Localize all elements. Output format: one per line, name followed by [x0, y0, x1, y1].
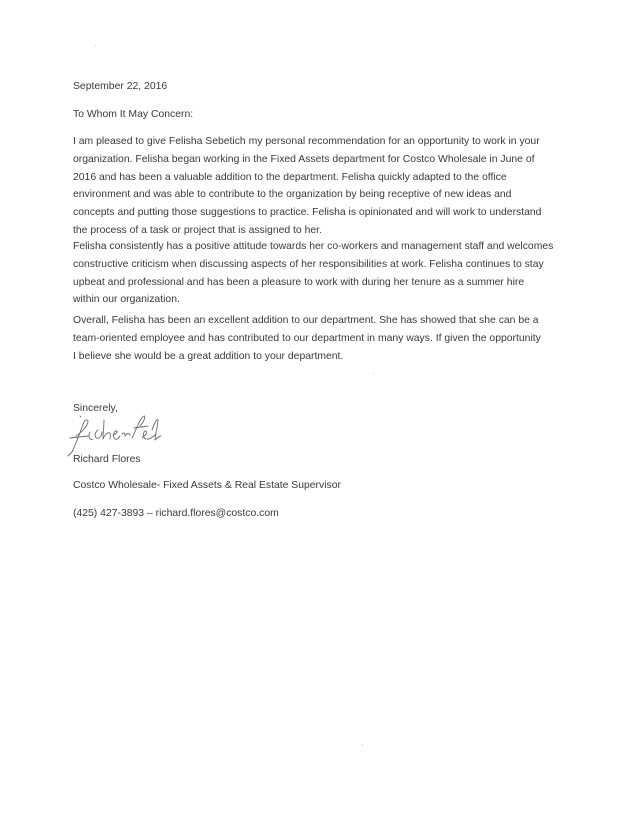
letter-date: September 22, 2016: [73, 81, 168, 92]
paragraph-1-line: the process of a task or project that is assigned to her.: [73, 224, 322, 236]
paragraph-3-line: I believe she would be a great addition to your department.: [73, 350, 344, 362]
contact-info: (425) 427-3893 – richard.flores@costco.com: [73, 508, 279, 519]
scan-speck: [373, 373, 374, 374]
salutation: To Whom It May Concern:: [73, 109, 194, 120]
paragraph-2-line: Felisha consistently has a positive attitude towards her co-workers and management staff and welcomes: [73, 241, 554, 252]
scan-speck: [362, 744, 363, 745]
paragraph-1: [73, 133, 573, 240]
paragraph-2-line: within our organization.: [73, 294, 180, 306]
closing: Sincerely,: [73, 403, 118, 414]
paragraph-1-line: concepts and putting those suggestions to practice. Felisha is opinionated and will work to understand: [73, 207, 542, 219]
paragraph-1-line: organization. Felisha began working in the Fixed Assets department for Costco Wholesale in June of: [73, 153, 535, 165]
paragraph-2-line: constructive criticism when discussing aspects of her responsibilities at work. Felisha continues to stay: [73, 258, 544, 270]
paragraph-1-line: environment and was able to contribute to the organization by being receptive of new ideas and: [73, 189, 512, 201]
paragraph-2-line: upbeat and professional and has been a pleasure to work with during her tenure as a summer hire: [73, 276, 525, 288]
paragraph-1-line: 2016 and has been a valuable addition to the department. Felisha quickly adapted to the office: [73, 171, 507, 183]
scan-speck: [95, 45, 96, 46]
paragraph-3-line: team-oriented employee and has contributed to our department in many ways. If given the opportunity: [73, 332, 541, 344]
paragraph-2: [73, 238, 573, 309]
handwritten-signature: [58, 408, 168, 458]
paragraph-3-line: Overall, Felisha has been an excellent addition to our department. She has showed that she can be a: [73, 315, 539, 326]
signer-name: Richard Flores: [73, 454, 141, 465]
signer-title: Costco Wholesale- Fixed Assets & Real Estate Supervisor: [73, 480, 341, 491]
paragraph-3: [73, 312, 573, 365]
paragraph-1-line: I am pleased to give Felisha Sebetich my personal recommendation for an opportunity to work in your: [73, 136, 540, 147]
